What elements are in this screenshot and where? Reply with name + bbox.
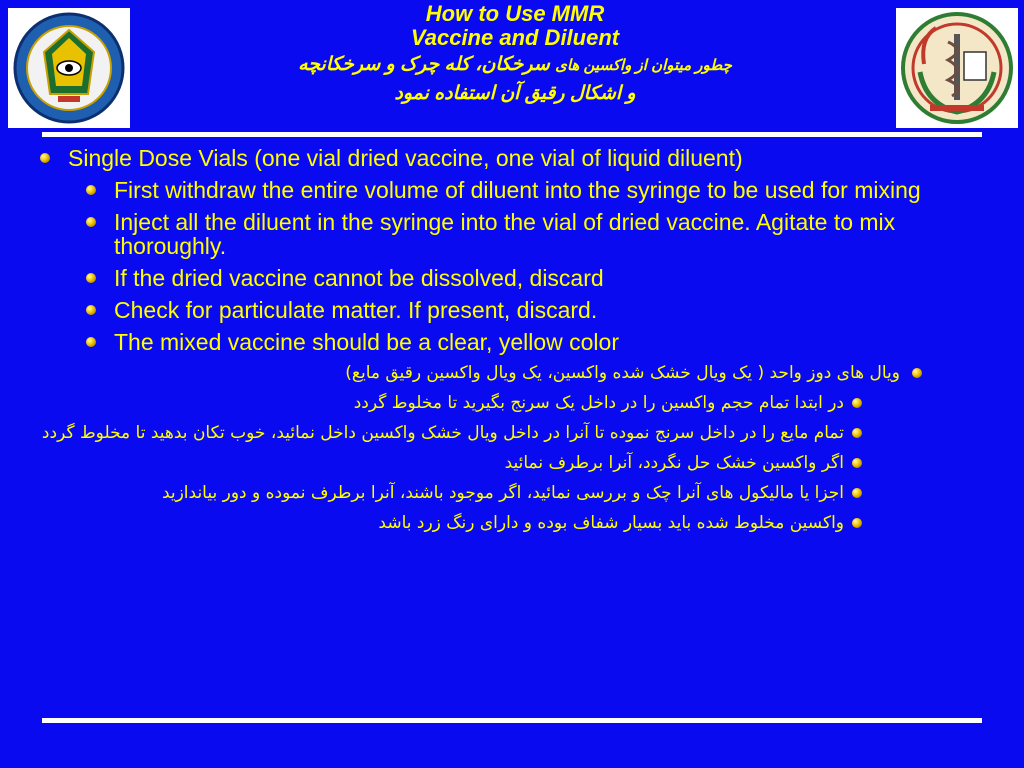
dari-item-text: در ابتدا تمام حجم واکسین را در داخل یک سرنج بگیرید تا مخلوط گردد — [353, 393, 844, 413]
english-item-text: Check for particulate matter. If present, discard. — [114, 297, 598, 323]
gold-bullet-icon — [852, 488, 862, 498]
title-english-line-1: How to Use MMR — [425, 1, 605, 26]
dari-list-item-level-1 — [0, 362, 1024, 384]
english-item-text: If the dried vaccine cannot be dissolved, discard — [114, 265, 604, 291]
gold-bullet-icon — [852, 458, 862, 468]
english-list-item — [0, 210, 1024, 258]
english-bullet-list — [0, 146, 1024, 354]
title-dari-line-2: و اشکال رقیق آن استفاده نمود — [394, 83, 636, 104]
ministry-seal-icon — [8, 8, 130, 128]
title-english-line-2: Vaccine and Diluent — [410, 25, 620, 50]
dari-list-item — [0, 482, 1024, 504]
slide-title — [140, 2, 890, 107]
gold-bullet-icon — [86, 217, 96, 227]
gold-bullet-icon — [912, 368, 922, 378]
dari-item-text: ویال های دوز واحد ( یک ویال خشک شده واکسین، یک ویال واکسین رقیق مایع) — [345, 363, 900, 383]
medical-committee-seal-icon — [896, 8, 1018, 128]
title-dari-line-1 — [140, 52, 890, 79]
title-dari-line-1-part-2: سرخکان، کله چرک و سرخکانچه — [298, 54, 550, 75]
english-item-text: Inject all the diluent in the syringe into the vial of dried vaccine. Agitate to mix thoroughly. — [114, 209, 896, 259]
dari-list-item — [0, 512, 1024, 534]
dari-bullet-list — [0, 362, 1024, 534]
gold-bullet-icon — [852, 428, 862, 438]
dari-item-text: اجزا یا مالیکول های آنرا چک و بررسی نمائید، اگر موجود باشند، آنرا برطرف نموده و دور بیاندازید — [161, 483, 844, 503]
english-list-item — [0, 178, 1024, 202]
english-item-text: The mixed vaccine should be a clear, yellow color — [114, 329, 619, 355]
english-list-item — [0, 266, 1024, 290]
gold-bullet-icon — [86, 185, 96, 195]
dari-item-text: اگر واکسین خشک حل نگردد، آنرا برطرف نمائید — [504, 453, 844, 473]
title-dari-line-1-part-1: چطور میتوان از واکسین های — [555, 57, 732, 74]
english-item-text: Single Dose Vials (one vial dried vaccine, one vial of liquid diluent) — [68, 145, 743, 171]
gold-bullet-icon — [40, 153, 50, 163]
top-divider — [42, 132, 982, 137]
slide-content — [0, 146, 1024, 542]
gold-bullet-icon — [86, 305, 96, 315]
english-list-item-level-1 — [0, 146, 1024, 170]
dari-list-item — [0, 422, 1024, 444]
dari-list-item — [0, 392, 1024, 414]
english-list-item — [0, 298, 1024, 322]
english-list-item — [0, 330, 1024, 354]
gold-bullet-icon — [852, 518, 862, 528]
gold-bullet-icon — [86, 273, 96, 283]
dari-list-item — [0, 452, 1024, 474]
english-item-text: First withdraw the entire volume of diluent into the syringe to be used for mixing — [114, 177, 921, 203]
dari-item-text: واکسین مخلوط شده باید بسیار شفاف بوده و دارای رنگ زرد باشد — [378, 513, 844, 533]
dari-item-text: تمام مایع را در داخل سرنج نموده تا آنرا در داخل ویال خشک واکسین داخل نمائید، خوب تکان بدهید تا مخلوط گردد — [41, 423, 844, 443]
bottom-divider — [42, 718, 982, 723]
gold-bullet-icon — [86, 337, 96, 347]
gold-bullet-icon — [852, 398, 862, 408]
